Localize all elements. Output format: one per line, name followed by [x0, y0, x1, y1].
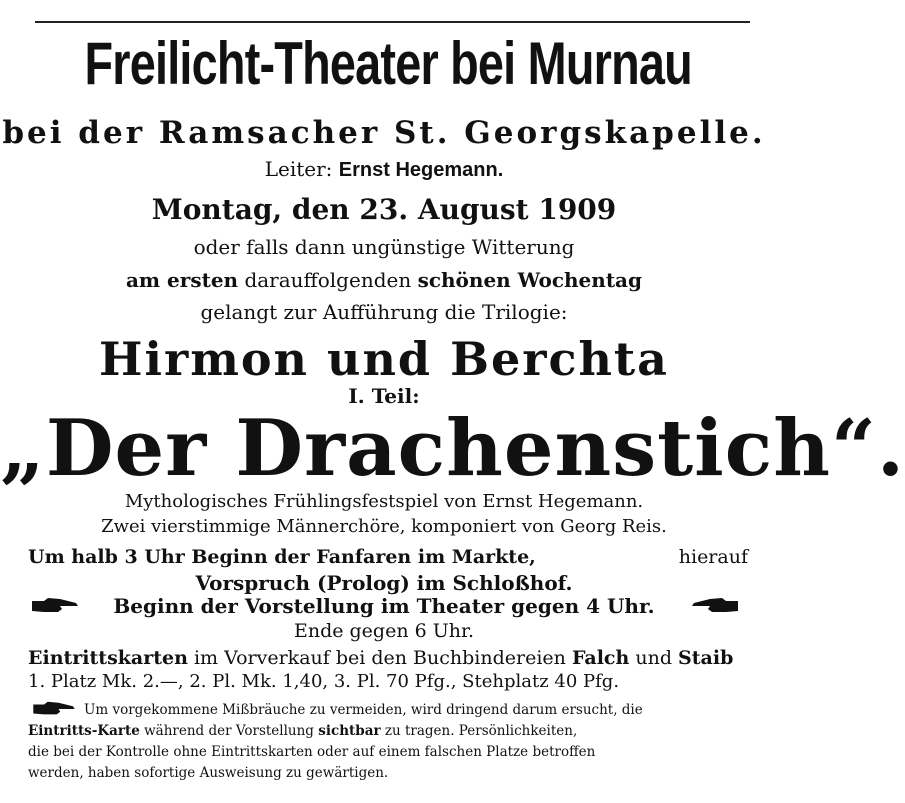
tickets-und: und: [635, 647, 672, 669]
weekday-mid: darauffolgenden: [244, 268, 412, 292]
end-time: Ende gegen 6 Uhr.: [293, 620, 475, 642]
tickets-line: [28, 649, 746, 668]
notice-ticket: Eintritts-Karte: [28, 723, 140, 739]
weekday-line: [0, 270, 768, 290]
choir-line: Zwei vierstimmige Männerchöre, komponiert von Georg Reis.: [101, 516, 667, 537]
performance-start: Beginn der Vorstellung im Theater gegen 4 Uhr.: [113, 594, 655, 618]
event-date: Montag, den 23. August 1909: [151, 193, 617, 226]
genre-line: Mythologisches Frühlingsfestspiel von Ernst Hegemann.: [124, 491, 644, 512]
tickets-mid: im Vorverkauf bei den Buchbindereien: [193, 647, 566, 669]
page-title: Freilicht-Theater bei Murnau: [84, 30, 692, 97]
notice-during: während der Vorstellung: [144, 723, 314, 739]
prices-line: 1. Platz Mk. 2.—, 2. Pl. Mk. 1,40, 3. Pl. 70 Pfg., Stehplatz 40 Pfg.: [28, 671, 620, 692]
part-label: I. Teil:: [348, 384, 420, 408]
pointing-hand-left-icon: [690, 596, 740, 620]
director-label: Leiter:: [264, 157, 333, 181]
notice-visible: sichtbar: [318, 723, 381, 739]
director-name: Ernst Hegemann.: [338, 159, 504, 181]
fanfare-after: hierauf: [678, 546, 748, 568]
weekday-bold-2: schönen Wochentag: [417, 268, 643, 292]
notice-line-4: werden, haben sofortige Ausweisung zu gewärtigen.: [28, 765, 389, 781]
fanfare-line: [28, 548, 748, 567]
prologue-line: Vorspruch (Prolog) im Schloßhof.: [195, 571, 573, 595]
play-title: Hirmon und Berchta: [99, 332, 669, 386]
tickets-bold: Eintrittskarten: [28, 647, 188, 669]
weather-line: oder falls dann ungünstige Witterung: [193, 235, 575, 259]
notice-line-2: [28, 721, 750, 742]
director-line: [0, 159, 768, 180]
subtitle: bei der Ramsacher St. Georgskapelle.: [2, 115, 766, 151]
tickets-shop-1: Falch: [571, 647, 630, 669]
top-rule: [35, 21, 750, 23]
notice-line-3: die bei der Kontrolle ohne Eintrittskarten oder auf einem falschen Platze betroffen: [28, 744, 596, 760]
drama-title: „Der Drachenstich“.: [0, 403, 905, 494]
trilogy-line: gelangt zur Aufführung die Trilogie:: [200, 300, 568, 324]
notice-block: [28, 700, 750, 784]
fanfare-bold: Um halb 3 Uhr Beginn der Fanfaren im Markte,: [28, 546, 536, 568]
weekday-bold-1: am ersten: [125, 268, 239, 292]
tickets-shop-2: Staib: [678, 647, 734, 669]
notice-line-1: Um vorgekommene Mißbräuche zu vermeiden, wird dringend darum ersucht, die: [84, 702, 643, 718]
notice-rest: zu tragen. Persönlichkeiten,: [384, 723, 578, 739]
